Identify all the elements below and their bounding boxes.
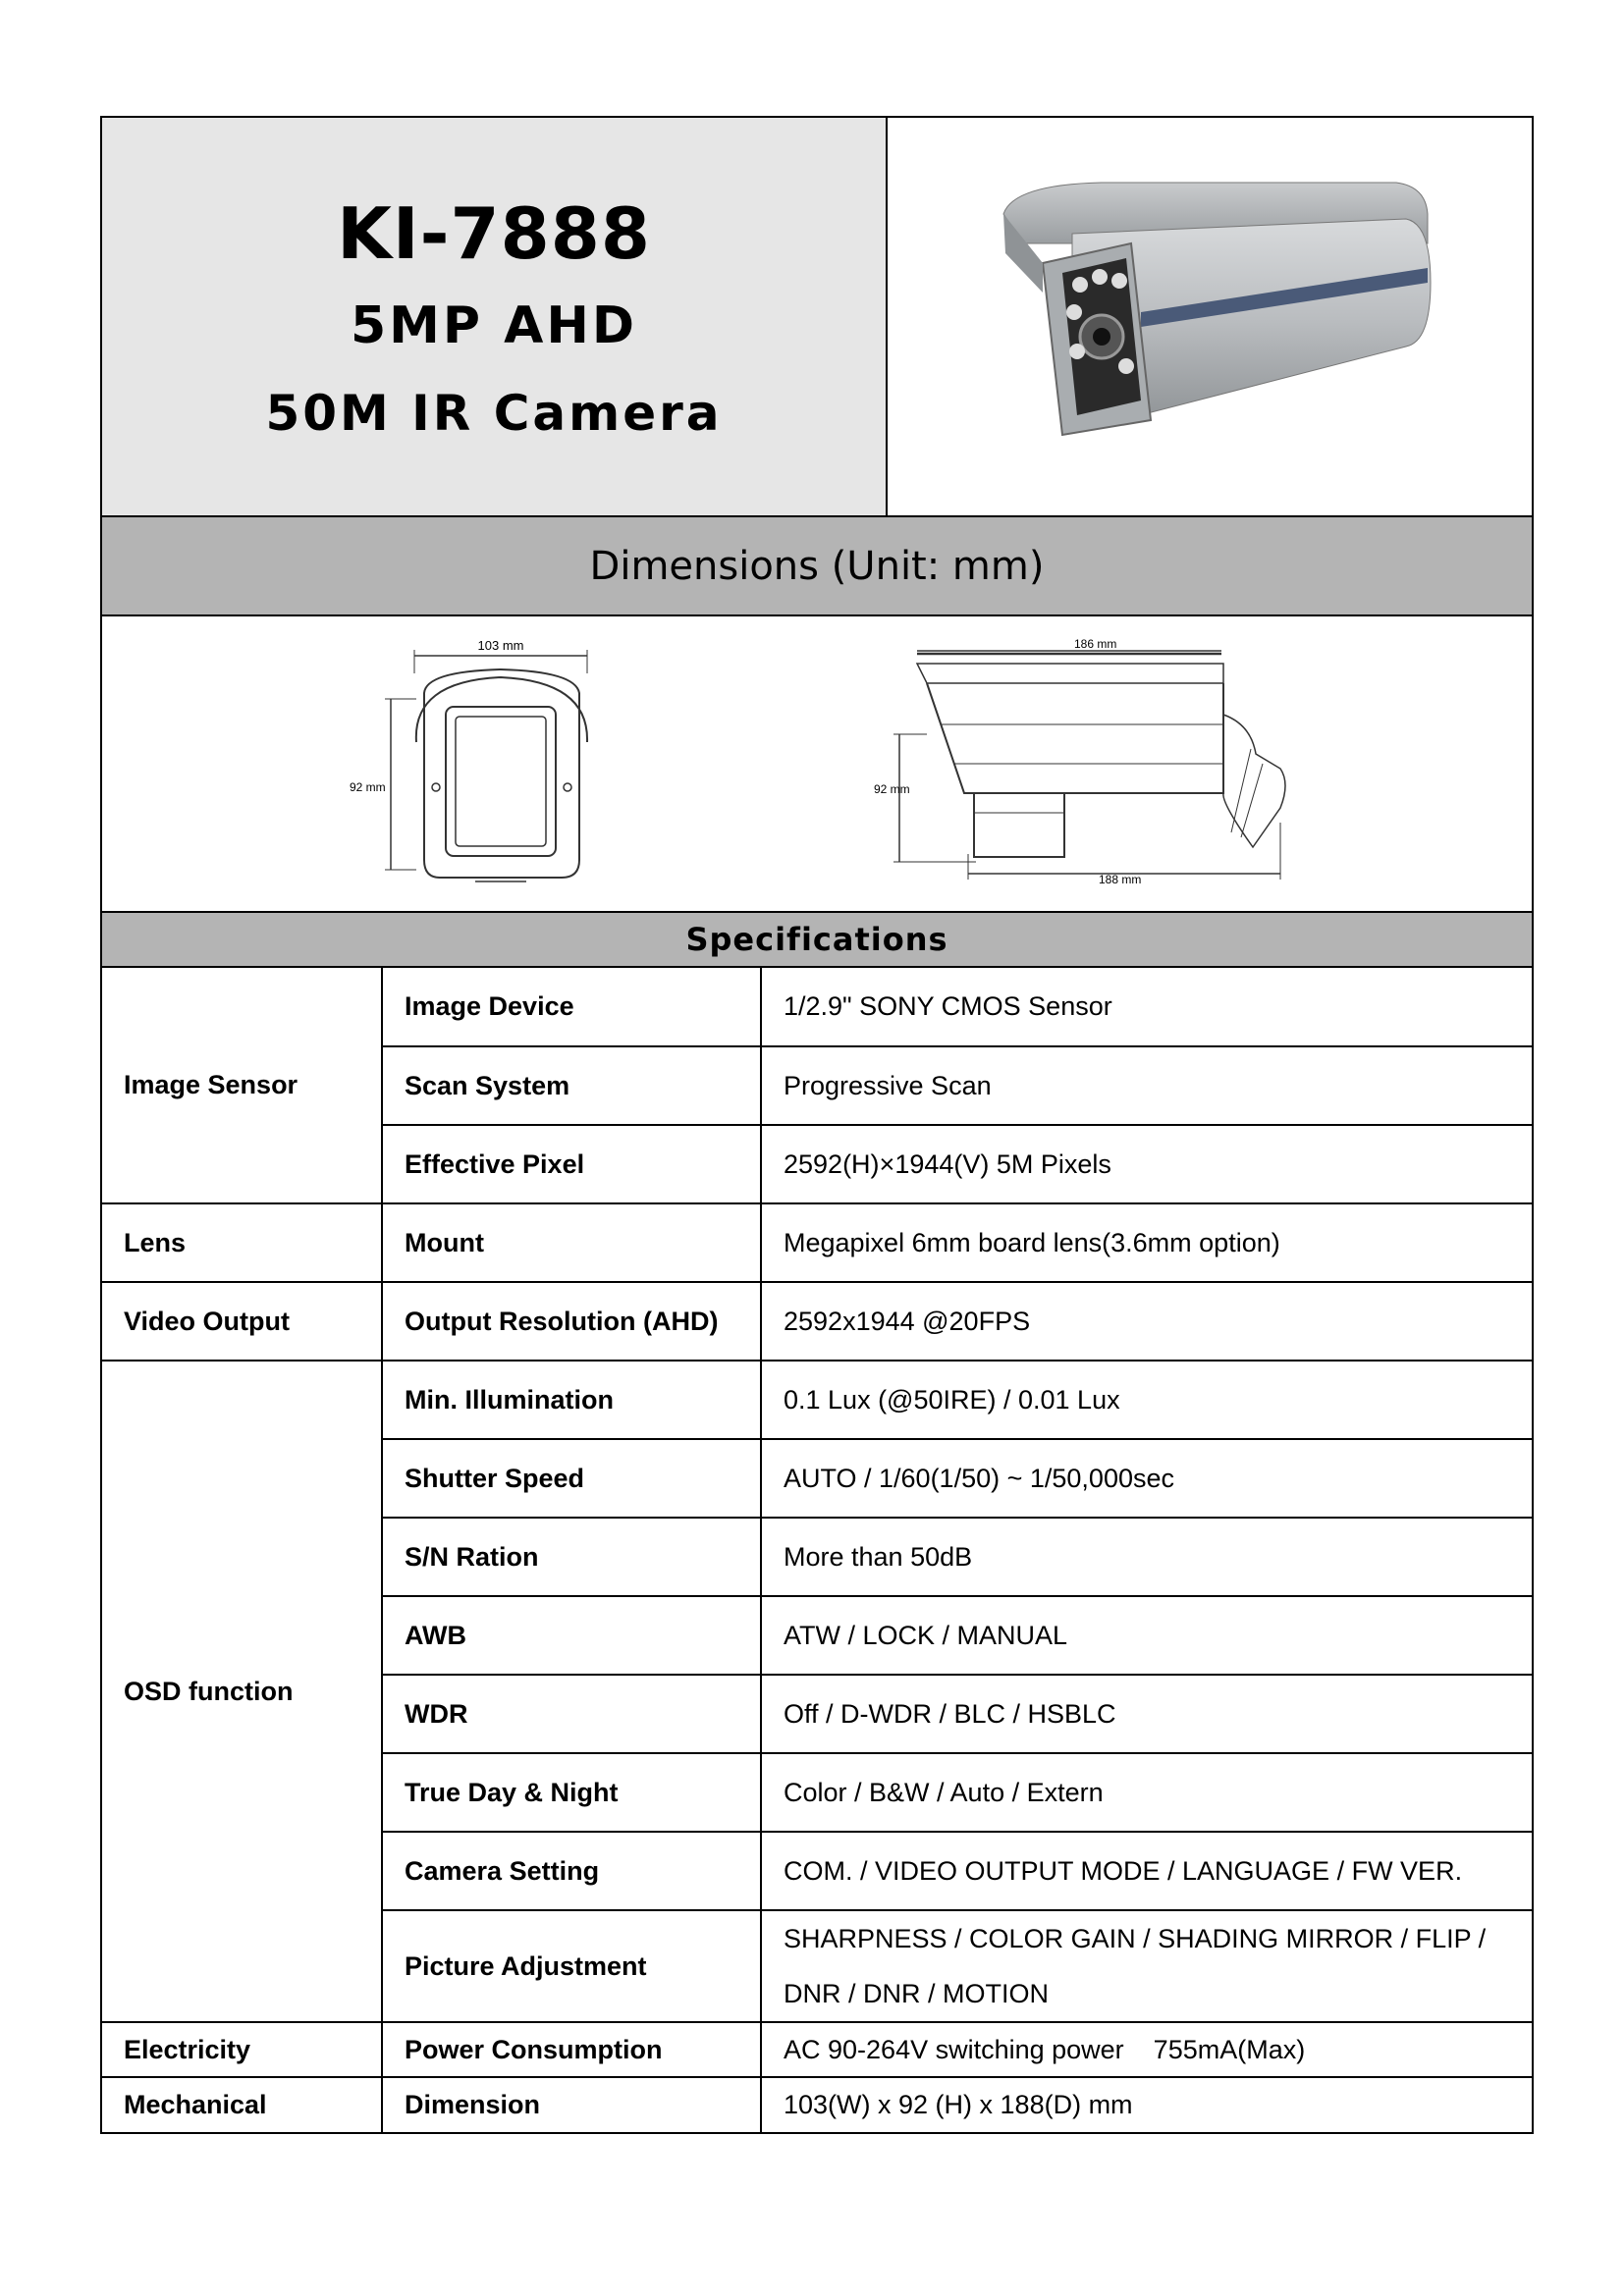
value-cell: 2592x1944 @20FPS: [761, 1282, 1532, 1361]
category-cell: OSD function: [102, 1361, 382, 2022]
table-row: [102, 1203, 1532, 1282]
value-cell: Off / D-WDR / BLC / HSBLC: [761, 1675, 1532, 1753]
value-cell: 2592(H)×1944(V) 5M Pixels: [761, 1125, 1532, 1203]
item-cell: Picture Adjustment: [382, 1910, 761, 2022]
item-cell: Dimension: [382, 2077, 761, 2132]
model-number: KI-7888: [337, 191, 651, 275]
front-width-label: 103 mm: [477, 638, 524, 653]
value-cell: Megapixel 6mm board lens(3.6mm option): [761, 1203, 1532, 1282]
value-cell: 103(W) x 92 (H) x 188(D) mm: [761, 2077, 1532, 2132]
spec-sheet: [100, 116, 1534, 2134]
value-line2: DNR / DNR / MOTION: [784, 1979, 1049, 2008]
value-cell: AC 90-264V switching power 755mA(Max): [761, 2022, 1532, 2077]
header: [102, 118, 1532, 517]
camera-illustration: [984, 175, 1435, 459]
category-cell: Lens: [102, 1203, 382, 1282]
value-cell: More than 50dB: [761, 1518, 1532, 1596]
category-cell: Mechanical: [102, 2077, 382, 2132]
table-row: [102, 2022, 1532, 2077]
item-cell: Output Resolution (AHD): [382, 1282, 761, 1361]
item-cell: Camera Setting: [382, 1832, 761, 1910]
dimension-drawings: [102, 616, 1532, 913]
product-line1: 5MP AHD: [350, 295, 638, 355]
value-cell: Progressive Scan: [761, 1046, 1532, 1125]
value-cell: Color / B&W / Auto / Extern: [761, 1753, 1532, 1832]
item-cell: S/N Ration: [382, 1518, 761, 1596]
table-row: [102, 2077, 1532, 2132]
side-height-label: 92 mm: [874, 782, 910, 796]
value-cell: AUTO / 1/60(1/50) ~ 1/50,000sec: [761, 1439, 1532, 1518]
item-cell: Scan System: [382, 1046, 761, 1125]
category-cell: Electricity: [102, 2022, 382, 2077]
side-bottom-label: 188 mm: [1099, 873, 1142, 886]
item-cell: AWB: [382, 1596, 761, 1675]
front-view-drawing: [348, 634, 672, 899]
item-cell: Shutter Speed: [382, 1439, 761, 1518]
title-block: [102, 118, 888, 515]
side-view-drawing: [874, 626, 1339, 901]
item-cell: True Day & Night: [382, 1753, 761, 1832]
value-cell: ATW / LOCK / MANUAL: [761, 1596, 1532, 1675]
value-cell: [761, 1910, 1532, 2022]
value-line1: SHARPNESS / COLOR GAIN / SHADING MIRROR / FLIP /: [784, 1924, 1487, 1953]
table-row: [102, 1282, 1532, 1361]
specifications-heading: Specifications: [102, 913, 1532, 968]
table-row: [102, 1361, 1532, 1439]
specifications-table: [102, 968, 1532, 2132]
category-cell: Image Sensor: [102, 968, 382, 1203]
item-cell: Image Device: [382, 968, 761, 1046]
dimensions-heading: Dimensions (Unit: mm): [102, 517, 1532, 616]
product-photo: [888, 118, 1532, 515]
value-cell: 1/2.9" SONY CMOS Sensor: [761, 968, 1532, 1046]
item-cell: Effective Pixel: [382, 1125, 761, 1203]
item-cell: Mount: [382, 1203, 761, 1282]
item-cell: Min. Illumination: [382, 1361, 761, 1439]
value-cell: 0.1 Lux (@50IRE) / 0.01 Lux: [761, 1361, 1532, 1439]
front-height-label: 92 mm: [350, 780, 386, 794]
value-cell: COM. / VIDEO OUTPUT MODE / LANGUAGE / FW VER.: [761, 1832, 1532, 1910]
item-cell: Power Consumption: [382, 2022, 761, 2077]
category-cell: Video Output: [102, 1282, 382, 1361]
side-top-label: 186 mm: [1074, 637, 1117, 651]
table-row: [102, 968, 1532, 1046]
item-cell: WDR: [382, 1675, 761, 1753]
product-line2: 50M IR Camera: [265, 384, 723, 442]
